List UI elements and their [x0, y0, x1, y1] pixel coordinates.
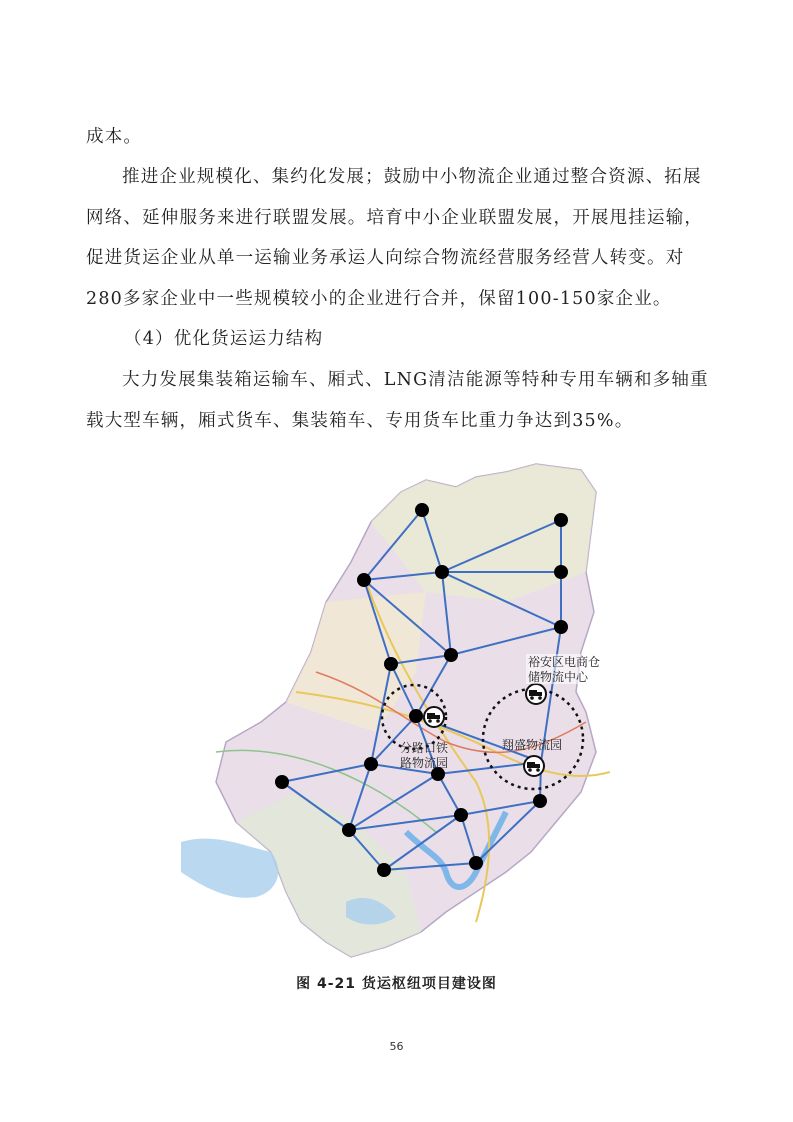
- node: [357, 573, 371, 587]
- node: [435, 565, 449, 579]
- truck-icon: [524, 756, 544, 776]
- page-number: 56: [389, 1040, 404, 1053]
- node: [533, 794, 547, 808]
- figure-caption: 图 4-21 货运枢纽项目建设图: [296, 976, 497, 992]
- lake: [181, 839, 278, 898]
- paragraph-continuation: 成本。: [86, 127, 143, 147]
- label-fenlukou: 分路口铁: [400, 741, 449, 755]
- node: [444, 648, 458, 662]
- node: [554, 565, 568, 579]
- paragraph-vehicle-structure: 大力发展集装箱运输车、厢式、LNG清洁能源等特种专用车辆和多轴重载大型车辆，厢式货车、集装箱车、专用货车比重力争达到35%。: [86, 370, 709, 431]
- node: [377, 863, 391, 877]
- node: [415, 503, 429, 517]
- node: [469, 856, 483, 870]
- node: [554, 513, 568, 527]
- freight-hub-map: [176, 452, 610, 960]
- node: [364, 757, 378, 771]
- truck-icon: [526, 684, 546, 704]
- paragraph-enterprise-scale: 推进企业规模化、集约化发展；鼓励中小物流企业通过整合资源、拓展网络、延伸服务来进行联盟发展。培育中小企业联盟发展，开展甩挂运输，促进货运企业从单一运输业务承运人向综合物流经营服务经营人转变。对280多家企业中一些规模较小的企业进行合并，保留100-150家企业。: [86, 167, 704, 309]
- node: [275, 775, 289, 789]
- node: [409, 709, 423, 723]
- node: [554, 620, 568, 634]
- section-heading: （4）优化货运运力结构: [124, 329, 324, 349]
- label-xiangsheng: 翔盛物流园: [502, 738, 563, 752]
- label-yuan-ecommerce-2: 储物流中心: [528, 670, 589, 684]
- label-yuan-ecommerce: 裕安区电商仓: [528, 655, 601, 669]
- node: [454, 808, 468, 822]
- truck-icon: [424, 707, 444, 727]
- node: [384, 657, 398, 671]
- label-fenlukou-2: 路物流园: [400, 756, 449, 770]
- node: [342, 823, 356, 837]
